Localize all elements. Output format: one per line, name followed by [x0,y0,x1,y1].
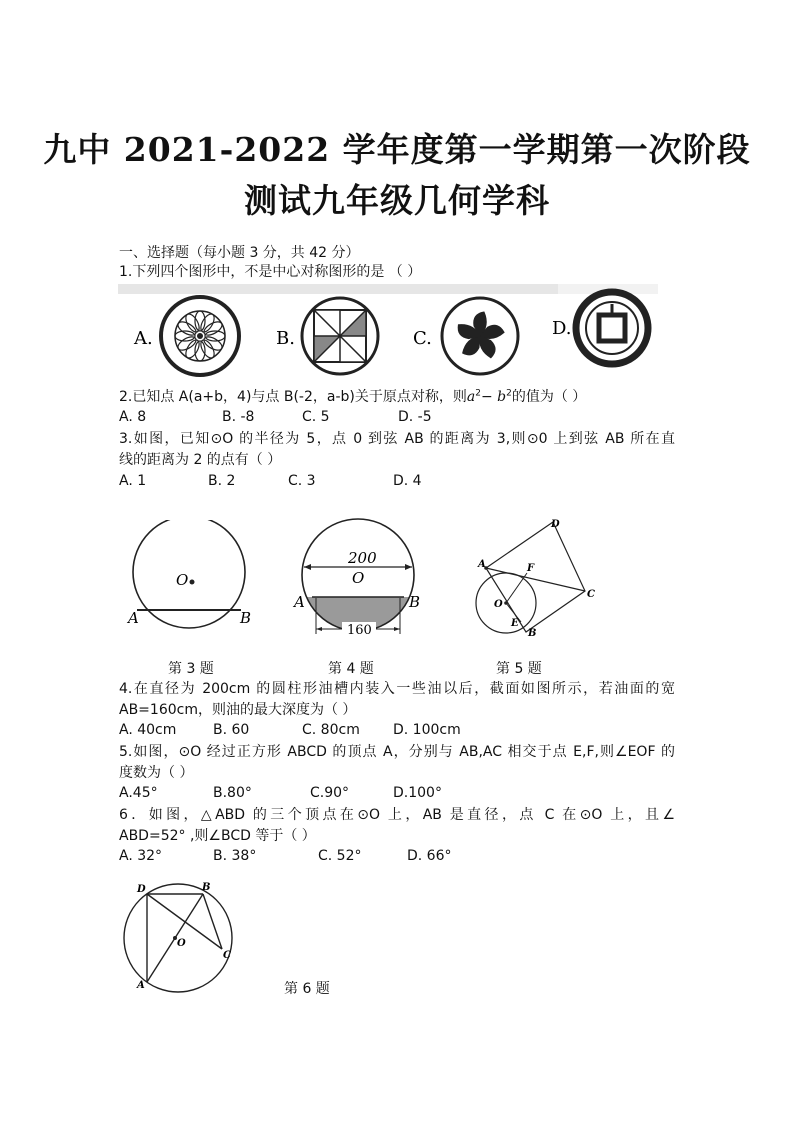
q6-option-a: A. 32° [119,848,163,864]
q3-option-a: A. 1 [119,473,147,489]
q4-option-b: B. 60 [213,722,250,738]
fig3-label-o: O [176,571,189,589]
question-6-line2: ABD=52° ,则∠BCD 等于（ ） [119,828,316,844]
fig3-label-b: B [240,609,252,627]
figure-5-caption: 第 5 题 [496,661,542,677]
q3-option-c: C. 3 [288,473,316,489]
fig3-label-a: A [128,609,139,627]
question-1-stem: 1.下列四个图形中，不是中心对称图形的是 （ ） [119,264,422,280]
fig5-label-o: O [494,599,503,610]
q5-option-a: A.45° [119,785,158,801]
pinwheel-icon [302,298,378,374]
question-6-line1: 6．如图，△ABD 的三个顶点在⊙O 上，AB 是直径，点 C 在⊙O 上，且∠ [119,807,675,823]
q2-option-a: A. 8 [119,409,147,425]
q3-option-d: D. 4 [393,473,422,489]
fig5-label-e: E [511,618,519,629]
figure-4-caption: 第 4 题 [328,661,374,677]
fig6-label-b: B [202,882,211,893]
question-3-line1: 3.如图，已知⊙O 的半径为 5，点 0 到弦 AB 的距离为 3,则⊙0 上到弦 AB 所在直 [119,431,675,447]
fig5-label-c: C [587,589,595,600]
figure-5-diagram [466,515,606,645]
question-5-line1: 5.如图，⊙O 经过正方形 ABCD 的顶点 A，分别与 AB,AC 相交于点 E,F,则∠EOF 的 [119,744,675,760]
question-4-line2: AB=160cm，则油的最大深度为（ ） [119,702,357,718]
q2-option-c: C. 5 [302,409,330,425]
figure-6-diagram [118,878,248,996]
fig4-label-a: A [294,593,305,611]
q6-option-d: D. 66° [407,848,452,864]
q6-option-c: C. 52° [318,848,362,864]
q4-option-c: C. 80cm [302,722,360,738]
section-heading: 一、选择题（每小题 3 分，共 42 分） [119,245,360,261]
q6-option-b: B. 38° [213,848,257,864]
fig5-label-d: D [551,519,560,530]
question-2-text-pre: 2.已知点 A(a+b，4)与点 B(-2，a-b)关于原点对称，则 [119,389,467,405]
figure-3-diagram [120,520,260,630]
scan-strip [118,284,558,294]
q2-option-d: D. -5 [398,409,432,425]
q5-option-b: B.80° [213,785,252,801]
fig6-label-c: C [223,950,231,961]
question-5-line2: 度数为（ ） [119,765,194,781]
expr-b: b [497,389,507,405]
question-2-text-post: 的值为（ ） [511,389,587,405]
fig5-label-b: B [528,628,537,639]
q2-option-b: B. -8 [222,409,255,425]
fig4-label-200: 200 [348,549,377,567]
expr-minus: − [480,389,498,405]
fig4-label-o: O [352,569,365,587]
figure-4-diagram [290,512,430,640]
q5-option-d: D.100° [393,785,442,801]
fig4-label-b: B [409,593,421,611]
expr-exponent-2: 2 [506,388,512,399]
question-3-line2: 线的距离为 2 的点有（ ） [119,452,282,468]
figure-a-label: A. [134,328,153,349]
q4-option-d: D. 100cm [393,722,461,738]
fig4-label-160: 160 [347,623,372,638]
flower-circle-icon [161,297,239,375]
question-4-line1: 4.在直径为 200cm 的圆柱形油槽内装入一些油以后，截面如图所示，若油面的宽 [119,681,675,697]
q5-option-c: C.90° [310,785,350,801]
page-title-line1: 九中 2021-2022 学年度第一学期第一次阶段 [43,130,751,169]
bauhinia-icon [442,298,518,374]
fig6-label-o: O [177,938,186,949]
fig5-label-a: A [478,559,486,570]
figure-6-caption: 第 6 题 [284,981,330,997]
fig5-label-f: F [527,563,535,574]
q4-option-a: A. 40cm [119,722,177,738]
fig6-label-a: A [137,980,145,991]
figure-d-label: D. [552,318,572,339]
ancient-coin-icon [576,292,648,364]
expr-a: a [466,389,476,405]
fig6-label-d: D [137,884,146,895]
figure-b-label: B. [276,328,295,349]
expr-exponent-1: 2 [475,388,481,399]
figure-3-caption: 第 3 题 [168,661,214,677]
figure-c-label: C. [413,328,432,349]
page-title-line2: 测试九年级几何学科 [244,181,550,220]
q3-option-b: B. 2 [208,473,236,489]
question-2-stem [119,388,586,406]
question-1-figures [118,282,658,382]
